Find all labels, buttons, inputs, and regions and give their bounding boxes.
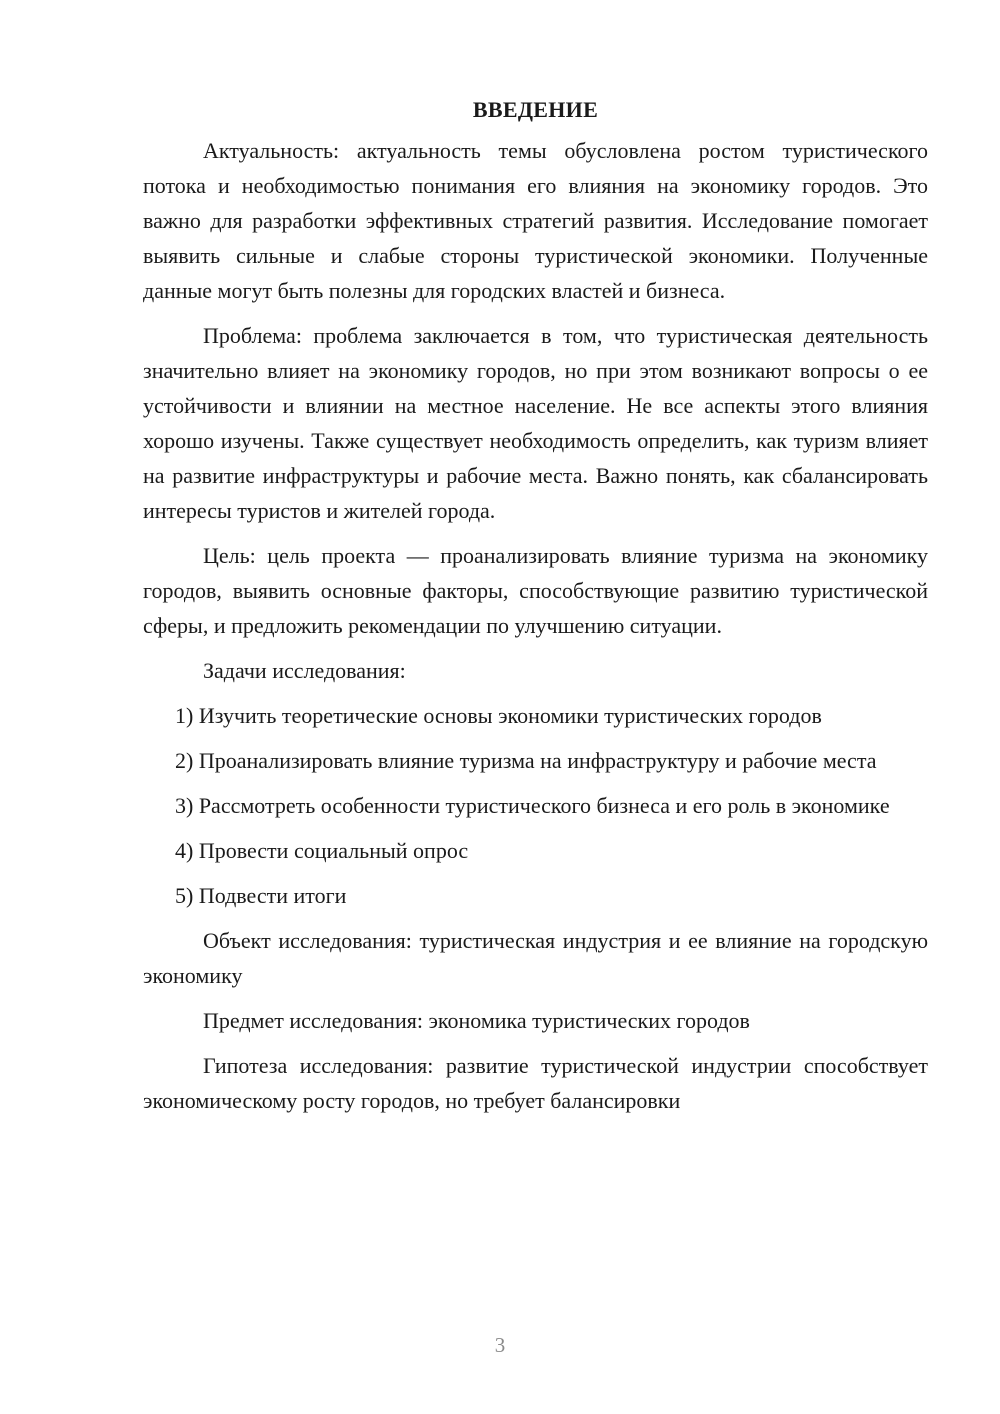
- task-item-4: 4) Провести социальный опрос: [175, 838, 469, 863]
- task-item-2: 2) Проанализировать влияние туризма на инфраструктуру и рабочие места: [175, 748, 877, 773]
- section-title: ВВЕДЕНИЕ: [472, 97, 599, 122]
- task-item-3: 3) Рассмотреть особенности туристического бизнеса и его роль в экономике: [175, 793, 890, 818]
- tasks-heading: Задачи исследования:: [203, 658, 406, 683]
- task-item-1: 1) Изучить теоретические основы экономики туристических городов: [175, 703, 822, 728]
- subject-paragraph: Предмет исследования: экономика туристических городов: [203, 1008, 750, 1033]
- document-page: [143, 92, 928, 1128]
- task-item-5: 5) Подвести итоги: [175, 883, 347, 908]
- relevance-paragraph: Актуальность: актуальность темы обусловлена ростом туристического потока и необходимостью понимания его влияния на экономику городов. Это важно для разработки эффективных стратегий развития. Исследование помогает выявить сильные и слабые стороны туристической экономики. Полученные данные могут быть полезны для городских властей и бизнеса.: [143, 138, 928, 303]
- object-paragraph: Объект исследования: туристическая индустрия и ее влияние на городскую экономику: [143, 928, 928, 988]
- hypothesis-paragraph: Гипотеза исследования: развитие туристической индустрии способствует экономическому росту городов, но требует балансировки: [143, 1053, 928, 1113]
- problem-paragraph: Проблема: проблема заключается в том, что туристическая деятельность значительно влияет на экономику городов, но при этом возникают вопросы о ее устойчивости и влиянии на местное население. Не все аспекты этого влияния хорошо изучены. Также существует необходимость определить, как туризм влияет на развитие инфраструктуры и рабочие места. Важно понять, как сбалансировать интересы туристов и жителей города.: [143, 323, 928, 523]
- page-number: 3: [494, 1333, 506, 1357]
- goal-paragraph: Цель: цель проекта — проанализировать влияние туризма на экономику городов, выявить основные факторы, способствующие развитию туристической сферы, и предложить рекомендации по улучшению ситуации.: [143, 543, 928, 638]
